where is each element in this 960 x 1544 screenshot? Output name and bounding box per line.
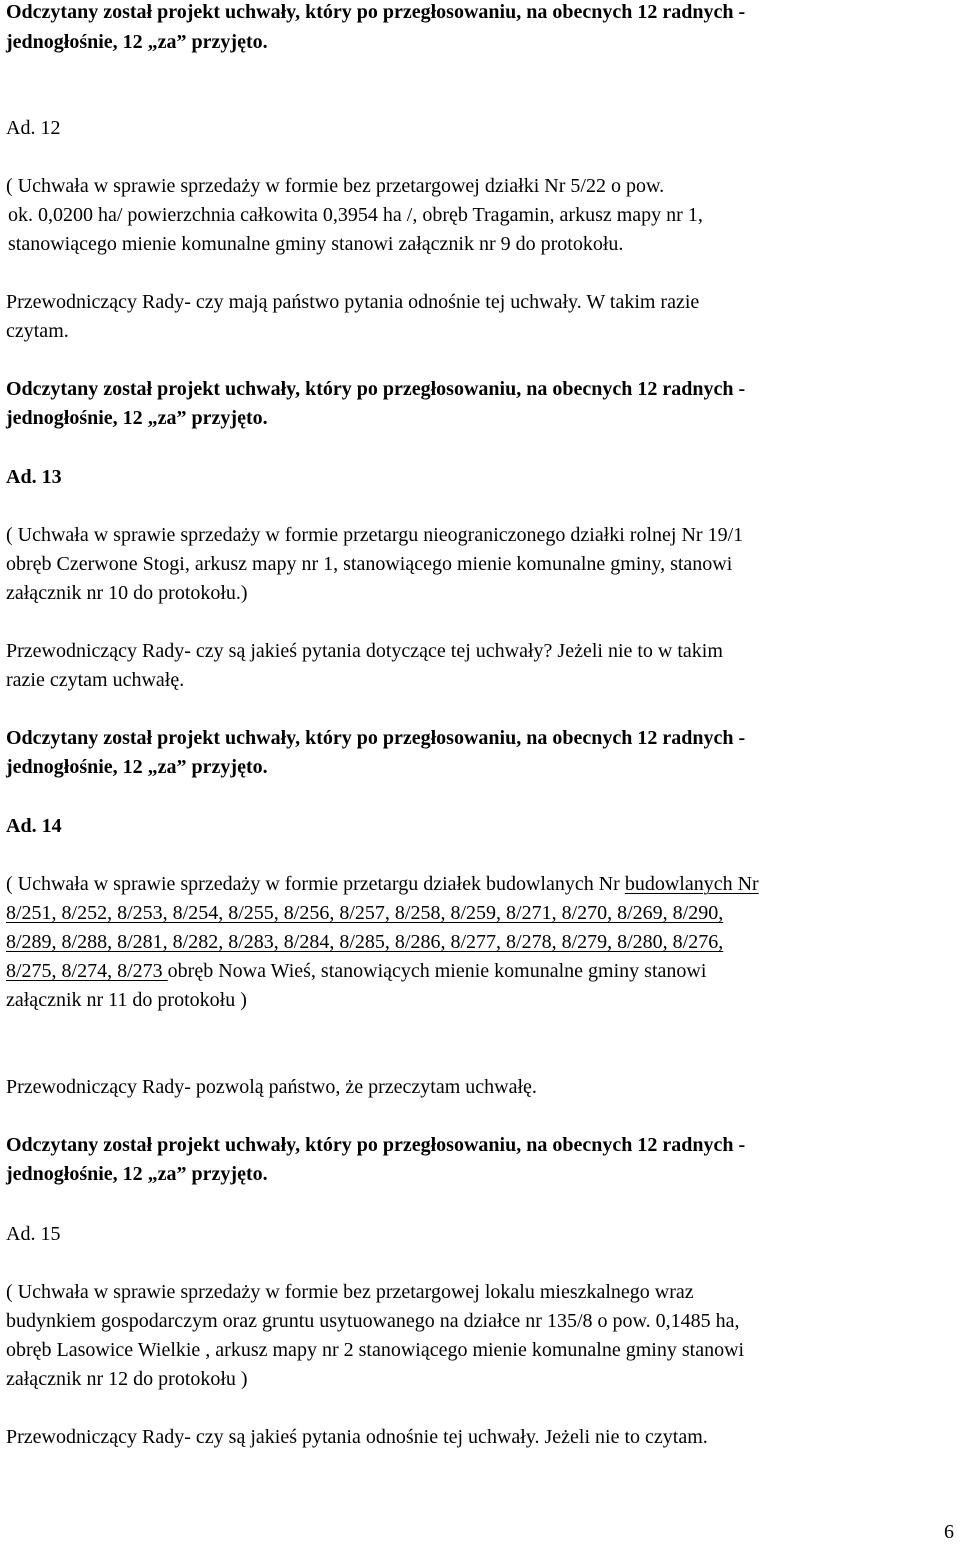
voting-result-line-1: Odczytany został projekt uchwały, który po przegłosowaniu, na obecnych 12 radnych -: [6, 1134, 746, 1156]
voting-result-line-2: jednogłośnie, 12 „za” przyjęto.: [6, 756, 268, 778]
parcel-list-line: 8/251, 8/252, 8/253, 8/254, 8/255, 8/256, 8/257, 8/258, 8/259, 8/271, 8/270, 8/269, 8/290,: [6, 902, 724, 924]
resolution-text-line: ok. 0,0200 ha/ powierzchnia całkowita 0,3954 ha /, obręb Tragamin, arkusz mapy nr 1,: [8, 204, 703, 226]
voting-result-line-1: Odczytany został projekt uchwały, który po przegłosowaniu, na obecnych 12 radnych -: [6, 727, 746, 749]
voting-result-line-2: jednogłośnie, 12 „za” przyjęto.: [6, 407, 268, 429]
voting-result-line-2: jednogłośnie, 12 „za” przyjęto.: [6, 1163, 268, 1185]
resolution-text-line: obręb Lasowice Wielkie , arkusz mapy nr 2 stanowiącego mienie komunalne gminy stanowi: [6, 1339, 745, 1361]
section-heading-ad-13: Ad. 13: [6, 466, 62, 488]
chair-remark-line: razie czytam uchwałę.: [6, 669, 185, 691]
section-heading-ad-15: Ad. 15: [6, 1223, 61, 1245]
resolution-text-line: załącznik nr 12 do protokołu ): [6, 1368, 248, 1390]
resolution-text-line: [6, 959, 706, 983]
voting-result-line-2: jednogłośnie, 12 „za” przyjęto.: [6, 31, 268, 53]
resolution-text-line: ( Uchwała w sprawie sprzedaży w formie bez przetargowej działki Nr 5/22 o pow.: [6, 175, 665, 197]
chair-remark-line: Przewodniczący Rady- czy mają państwo pytania odnośnie tej uchwały. W takim razie: [6, 291, 700, 313]
resolution-text-line: ( Uchwała w sprawie sprzedaży w formie przetargu nieograniczonego działki rolnej Nr 19/1: [6, 524, 744, 546]
section-heading-ad-12: Ad. 12: [6, 117, 61, 139]
parcel-list-line: 8/289, 8/288, 8/281, 8/282, 8/283, 8/284, 8/285, 8/286, 8/277, 8/278, 8/279, 8/280, 8/276,: [6, 931, 724, 953]
voting-result-line-1: Odczytany został projekt uchwały, który po przegłosowaniu, na obecnych 12 radnych -: [6, 1, 746, 23]
chair-remark-line: czytam.: [6, 320, 69, 342]
resolution-text-line: załącznik nr 11 do protokołu ): [6, 989, 247, 1011]
resolution-text-line: [6, 872, 759, 896]
resolution-text-line: ( Uchwała w sprawie sprzedaży w formie bez przetargowej lokalu mieszkalnego wraz: [6, 1281, 694, 1303]
resolution-underlined-segment: budowlanych Nr: [624, 873, 759, 895]
resolution-text-segment: ( Uchwała w sprawie sprzedaży w formie przetargu działek budowlanych Nr: [6, 873, 625, 895]
resolution-text-line: stanowiącego mienie komunalne gminy stanowi załącznik nr 9 do protokołu.: [8, 233, 624, 255]
resolution-text-line: budynkiem gospodarczym oraz gruntu usytuowanego na działce nr 135/8 o pow. 0,1485 ha,: [6, 1310, 740, 1332]
parcel-list-segment: 8/275, 8/274, 8/273: [6, 960, 168, 982]
chair-remark-line: Przewodniczący Rady- czy są jakieś pytania odnośnie tej uchwały. Jeżeli nie to czytam.: [6, 1426, 708, 1448]
resolution-text-line: załącznik nr 10 do protokołu.): [6, 582, 248, 604]
chair-remark-line: Przewodniczący Rady- pozwolą państwo, że przeczytam uchwałę.: [6, 1076, 537, 1098]
page-number: 6: [944, 1521, 954, 1543]
voting-result-line-1: Odczytany został projekt uchwały, który po przegłosowaniu, na obecnych 12 radnych -: [6, 378, 746, 400]
resolution-text-segment: obręb Nowa Wieś, stanowiących mienie komunalne gminy stanowi: [167, 960, 707, 982]
resolution-text-line: obręb Czerwone Stogi, arkusz mapy nr 1, stanowiącego mienie komunalne gminy, stanowi: [6, 553, 733, 575]
section-heading-ad-14: Ad. 14: [6, 815, 62, 837]
chair-remark-line: Przewodniczący Rady- czy są jakieś pytania dotyczące tej uchwały? Jeżeli nie to w takim: [6, 640, 723, 662]
